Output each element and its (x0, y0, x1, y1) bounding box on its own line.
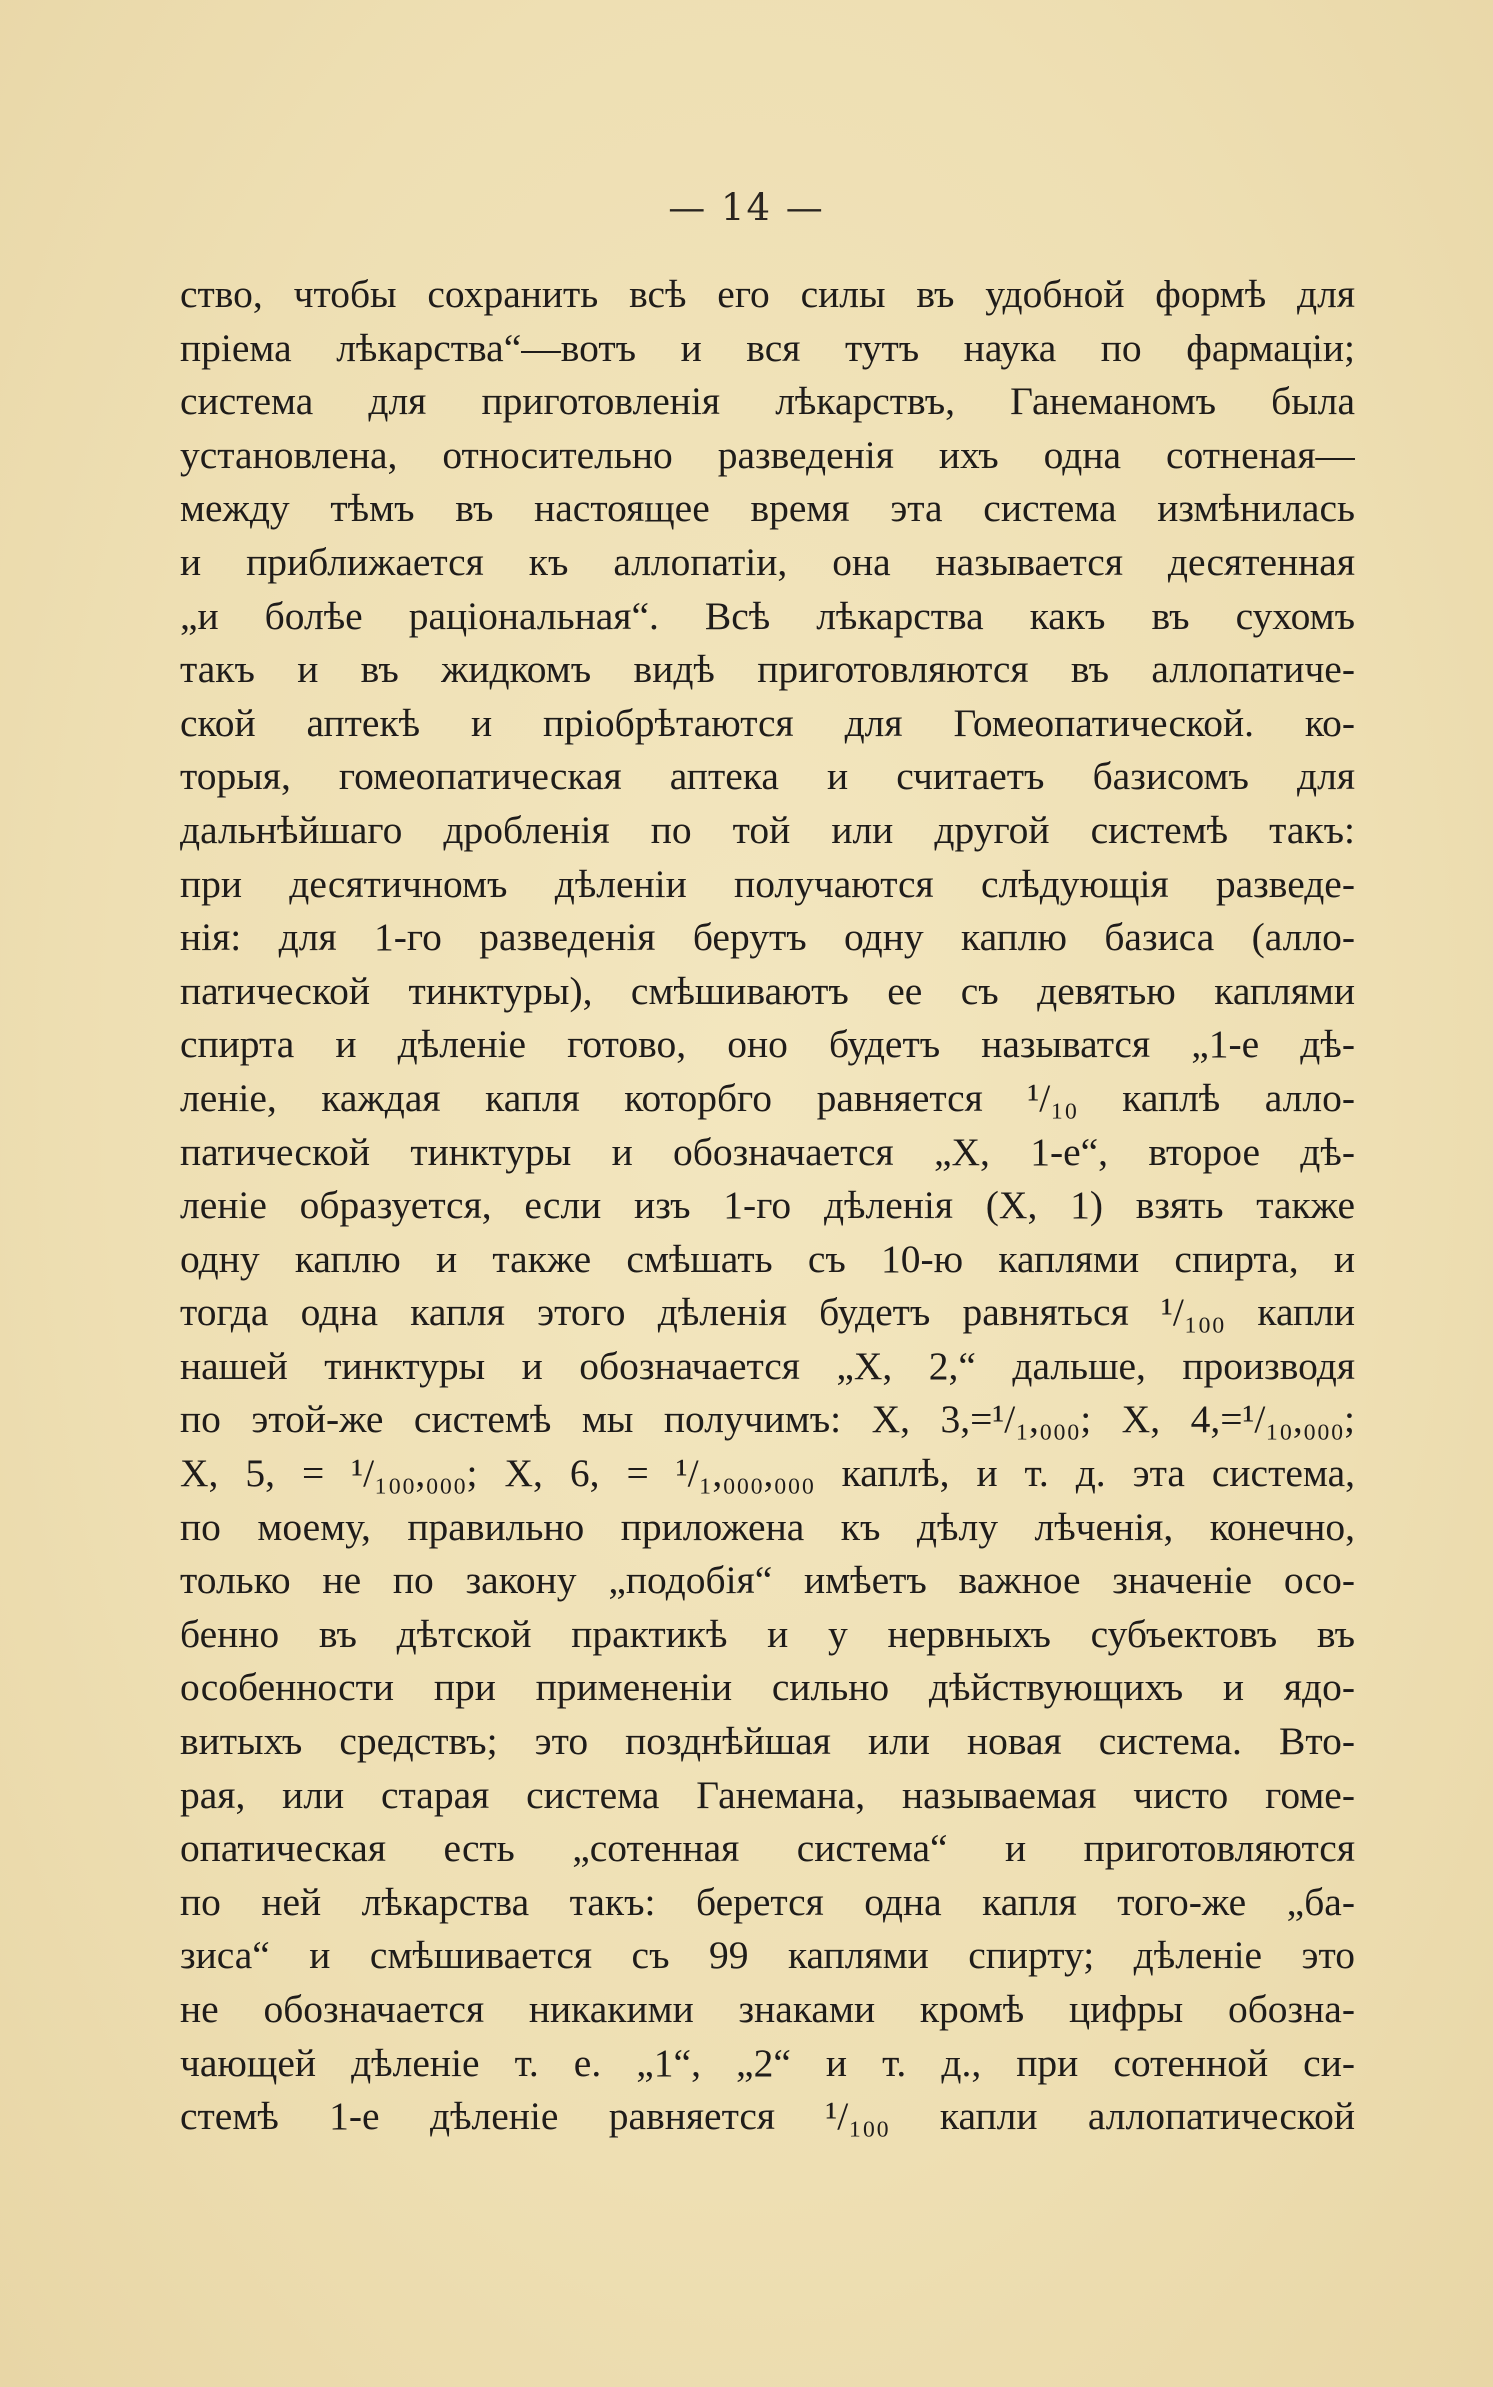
text-line: торыя, гомеопатическая аптека и считаетъ базисомъ для (180, 754, 1355, 799)
text-line: особенности при примененіи сильно дѣйствующихъ и ядо- (180, 1665, 1355, 1710)
text-line: между тѣмъ въ настоящее время эта система измѣнилась (180, 486, 1355, 531)
body-text (180, 268, 1355, 2144)
text-line: леніе, каждая капля которбго равняется ¹/₁₀ каплѣ алло- (180, 1075, 1355, 1120)
text-line: стемѣ 1-е дѣленіе равняется ¹/₁₀₀ капли аллопатической (180, 2094, 1355, 2139)
text-line: нія: для 1-го разведенія берутъ одну каплю базиса (алло- (180, 915, 1355, 960)
text-line: ской аптекѣ и пріобрѣтаются для Гомеопатической. ко- (180, 700, 1355, 745)
text-line: патической тинктуры и обозначается „X, 1-е“, второе дѣ- (180, 1129, 1355, 1174)
text-line: только не по закону „подобія“ имѣетъ важное значеніе осо- (180, 1558, 1355, 1603)
text-line: одну каплю и также смѣшать съ 10-ю каплями спирта, и (180, 1236, 1355, 1281)
text-line: спирта и дѣленіе готово, оно будетъ называтся „1-е дѣ- (180, 1022, 1355, 1067)
text-line: система для приготовленія лѣкарствъ, Ганеманомъ была (180, 379, 1355, 424)
text-line: ство, чтобы сохранить всѣ его силы въ удобной формѣ для (180, 272, 1355, 316)
text-line: опатическая есть „сотенная система“ и приготовляются (180, 1826, 1355, 1871)
text-line: пріема лѣкарства“—вотъ и вся тутъ наука по фармаціи; (180, 325, 1355, 370)
text-line: установлена, относительно разведенія ихъ одна сотненая— (180, 432, 1355, 477)
text-line: патической тинктуры), смѣшиваютъ ее съ девятью каплями (180, 968, 1355, 1013)
text-line: зиса“ и смѣшивается съ 99 каплями спирту; дѣленіе это (180, 1933, 1355, 1978)
text-line: нашей тинктуры и обозначается „X, 2,“ дальше, производя (180, 1343, 1355, 1388)
text-line: дальнѣйшаго дробленія по той или другой системѣ такъ: (180, 807, 1355, 852)
text-line: и приближается къ аллопатіи, она называется десятенная (180, 539, 1355, 584)
text-line: по моему, правильно приложена къ дѣлу лѣченія, конечно, (180, 1504, 1355, 1549)
text-line: не обозначается никакими знаками кромѣ цифры обозна- (180, 1987, 1355, 2031)
text-line: такъ и въ жидкомъ видѣ приготовляются въ аллопатиче- (180, 647, 1355, 692)
text-line: витыхъ средствъ; это позднѣйшая или новая система. Вто- (180, 1719, 1355, 1764)
text-line: по этой-же системѣ мы получимъ: X, 3,=¹/₁,₀₀₀; X, 4,=¹/₁₀,₀₀₀; (180, 1397, 1355, 1442)
text-line: рая, или старая система Ганемана, называемая чисто гоме- (180, 1772, 1355, 1817)
text-line: X, 5, = ¹/₁₀₀,₀₀₀; X, 6, = ¹/₁,₀₀₀,₀₀₀ каплѣ, и т. д. эта система, (180, 1451, 1355, 1496)
text-line: „и болѣе раціональная“. Всѣ лѣкарства какъ въ сухомъ (180, 593, 1355, 638)
text-line: леніе образуется, если изъ 1-го дѣленія (X, 1) взять также (180, 1183, 1355, 1228)
text-line: по ней лѣкарства такъ: берется одна капля того-же „ба- (180, 1879, 1355, 1924)
page-number: — 14 — (668, 186, 825, 229)
text-line: бенно въ дѣтской практикѣ и у нервныхъ субъектовъ въ (180, 1611, 1355, 1656)
text-line: при десятичномъ дѣленіи получаются слѣдующія разведе- (180, 861, 1355, 906)
text-line: тогда одна капля этого дѣленія будетъ равняться ¹/₁₀₀ капли (180, 1290, 1355, 1335)
text-line: чающей дѣленіе т. е. „1“, „2“ и т. д., при сотенной си- (180, 2040, 1355, 2085)
